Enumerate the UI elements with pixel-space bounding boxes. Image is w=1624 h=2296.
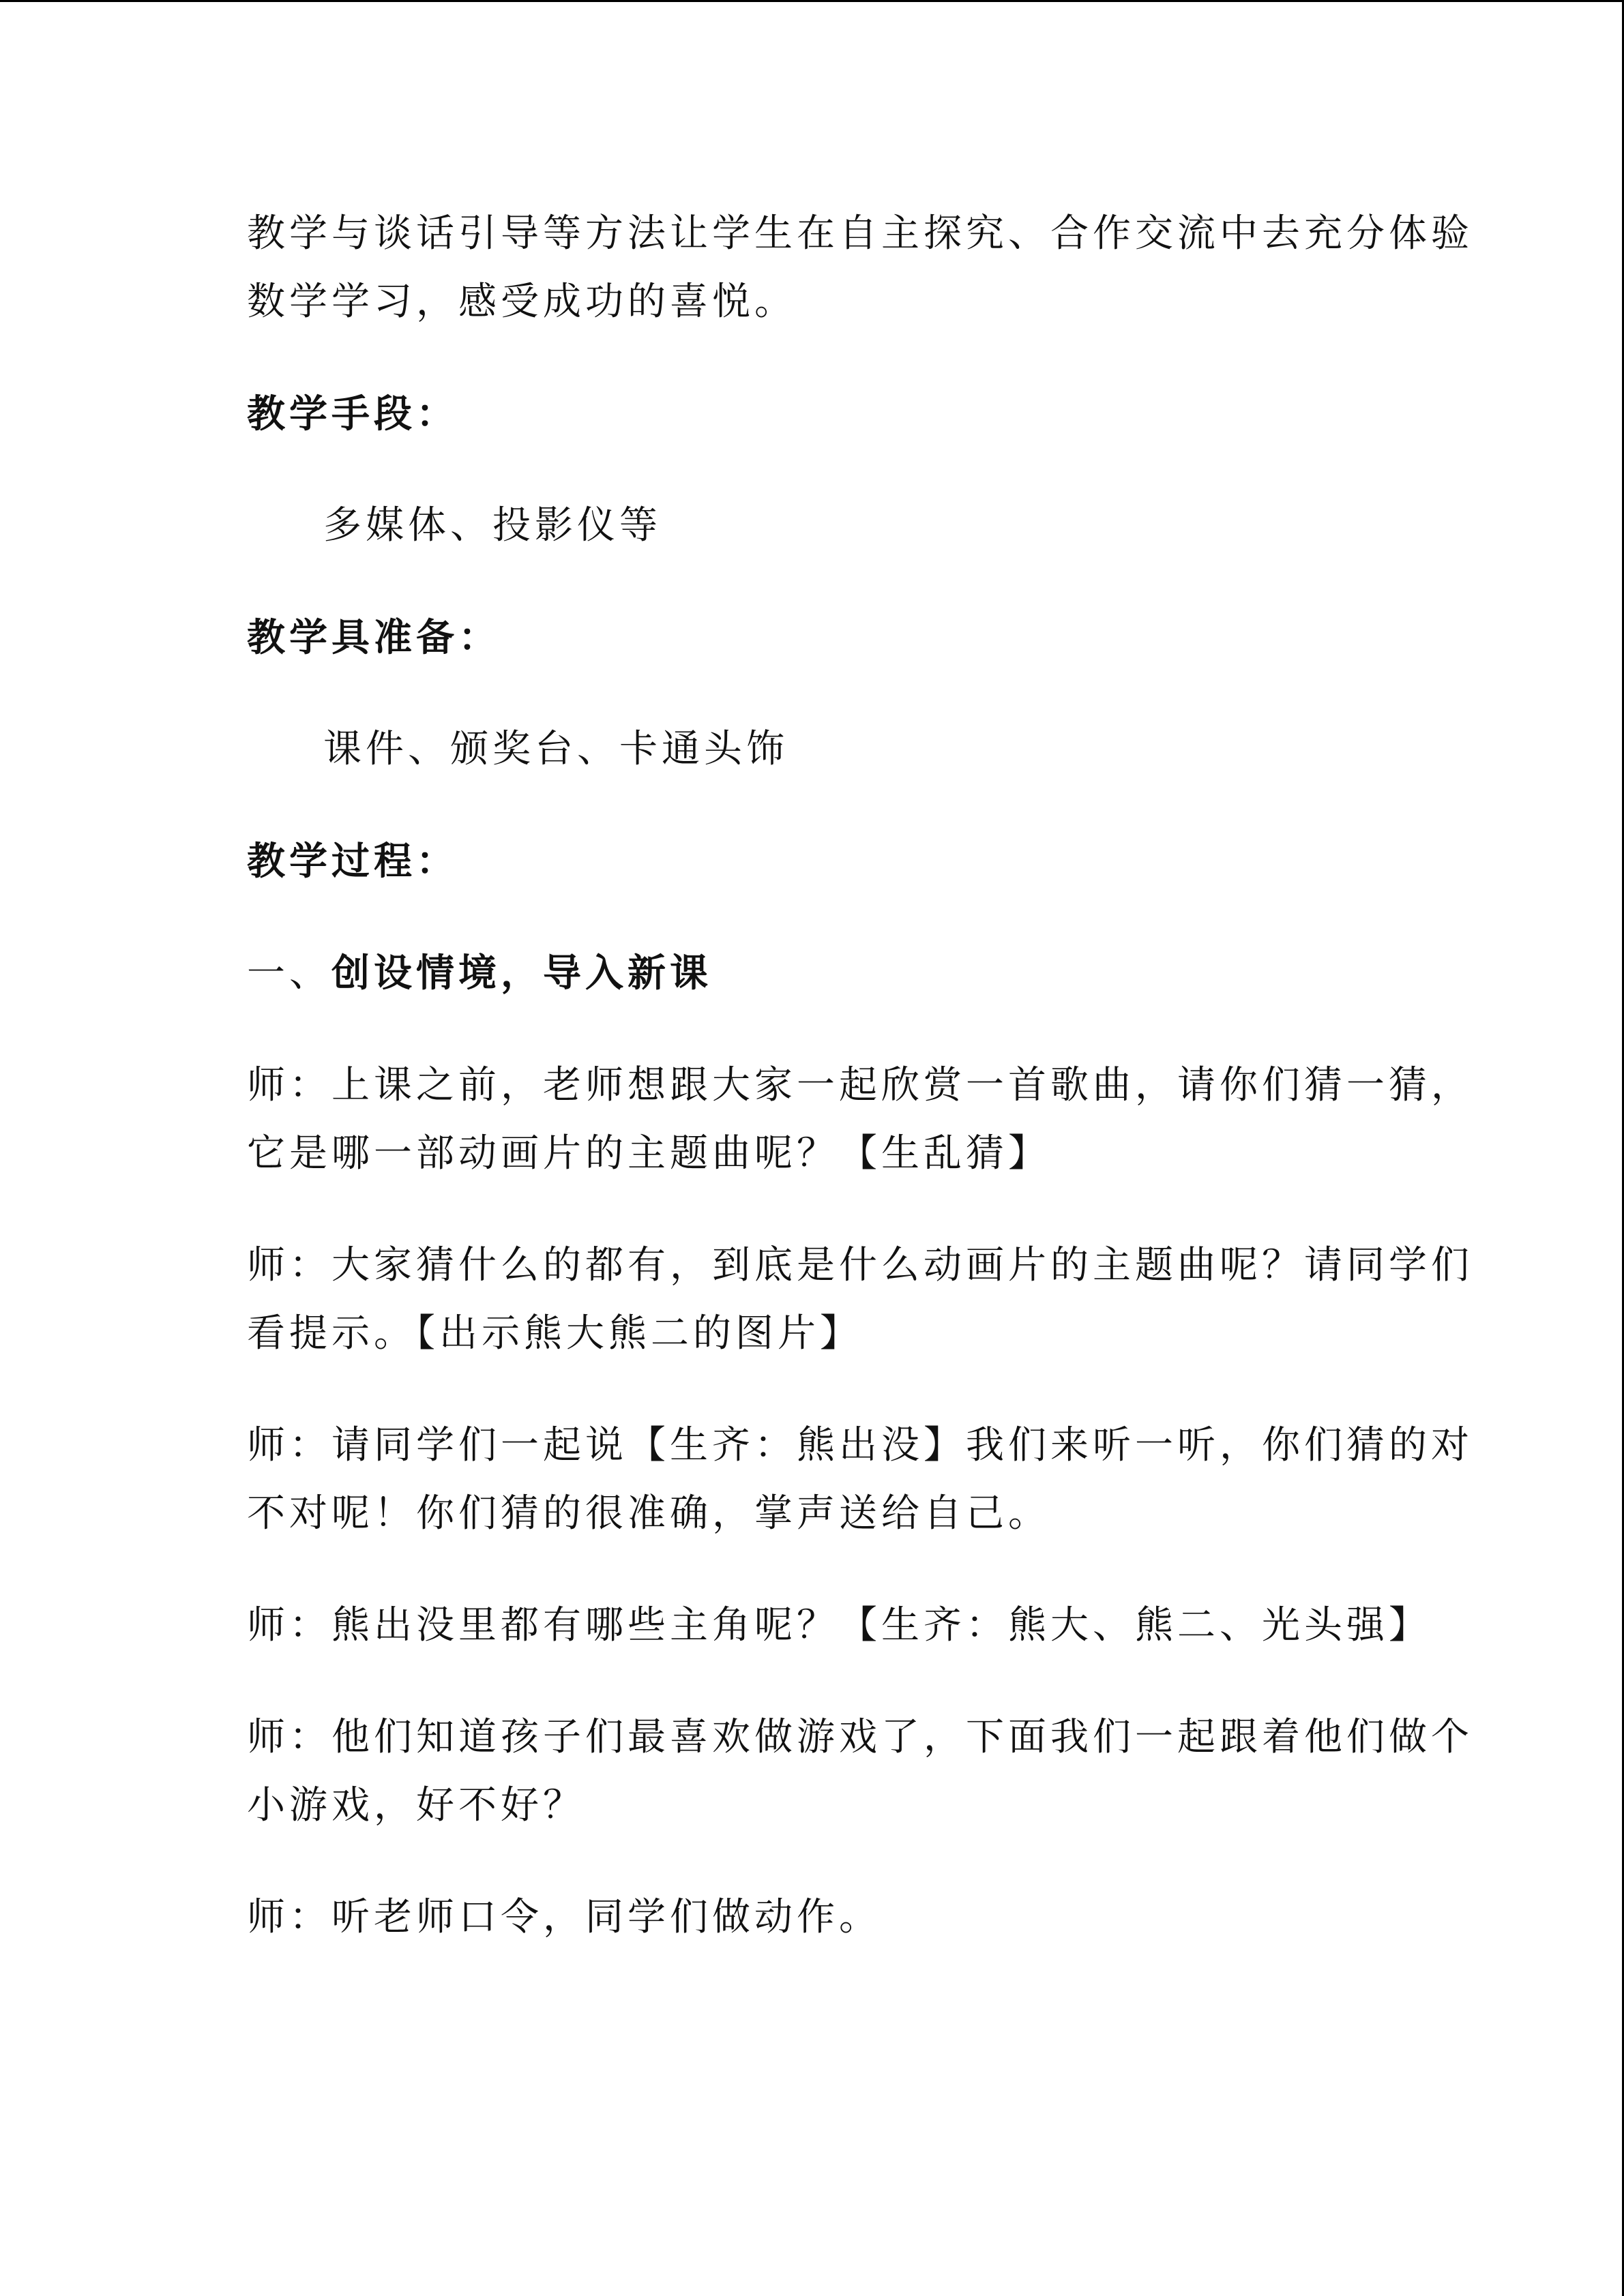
dialogue-paragraph-3 bbox=[247, 1412, 1473, 1548]
dialogue-6-line-1: 师：听老师口令，同学们做动作。 bbox=[247, 1895, 881, 1939]
dialogue-1-line-1: 师：上课之前，老师想跟大家一起欣赏一首歌曲，请你们猜一猜， bbox=[247, 1063, 1473, 1107]
teaching-aids-heading: 教学具准备： bbox=[247, 615, 501, 660]
dialogue-paragraph-6 bbox=[247, 1883, 1379, 1952]
intro-paragraph bbox=[247, 200, 1473, 336]
document-body bbox=[247, 200, 1473, 1995]
dialogue-paragraph-4 bbox=[247, 1592, 1431, 1660]
section-1-title: 创设情境，导入新课 bbox=[331, 951, 712, 996]
teaching-means-text-block bbox=[247, 492, 1379, 560]
teaching-aids-heading-block bbox=[247, 603, 1379, 672]
section-1-heading-block bbox=[247, 939, 1379, 1008]
process-heading-block bbox=[247, 827, 1379, 895]
dialogue-2-line-2: 看提示。【出示熊大熊二的图片】 bbox=[247, 1311, 862, 1356]
dialogue-5-line-2: 小游戏，好不好？ bbox=[247, 1783, 585, 1828]
teaching-aids-text-block bbox=[247, 715, 1379, 784]
dialogue-3-line-1: 师：请同学们一起说【生齐：熊出没】我们来听一听，你们猜的对 bbox=[247, 1423, 1473, 1467]
dialogue-1-line-2: 它是哪一部动画片的主题曲呢？【生乱猜】 bbox=[247, 1131, 1050, 1176]
dialogue-paragraph-5 bbox=[247, 1703, 1473, 1840]
section-1-number: 一、 bbox=[247, 951, 331, 996]
intro-line-1: 教学与谈话引导等方法让学生在自主探究、合作交流中去充分体验 bbox=[247, 211, 1473, 256]
dialogue-3-line-2: 不对呢！你们猜的很准确，掌声送给自己。 bbox=[247, 1491, 1050, 1536]
teaching-means-heading-block bbox=[247, 380, 1379, 448]
teaching-aids-text: 课件、颁奖台、卡通头饰 bbox=[323, 727, 788, 771]
section-1-heading bbox=[247, 939, 1379, 1008]
teaching-means-text: 多媒体、投影仪等 bbox=[323, 503, 662, 548]
dialogue-5-line-1: 师：他们知道孩子们最喜欢做游戏了，下面我们一起跟着他们做个 bbox=[247, 1715, 1473, 1759]
dialogue-paragraph-1 bbox=[247, 1052, 1473, 1188]
intro-line-2: 数学学习，感受成功的喜悦。 bbox=[247, 280, 797, 324]
process-heading: 教学过程： bbox=[247, 839, 458, 884]
dialogue-2-line-1: 师：大家猜什么的都有，到底是什么动画片的主题曲呢？请同学们 bbox=[247, 1243, 1473, 1287]
teaching-means-heading: 教学手段： bbox=[247, 391, 458, 436]
dialogue-4-line-1: 师：熊出没里都有哪些主角呢？【生齐：熊大、熊二、光头强】 bbox=[247, 1603, 1431, 1648]
dialogue-paragraph-2 bbox=[247, 1232, 1473, 1368]
